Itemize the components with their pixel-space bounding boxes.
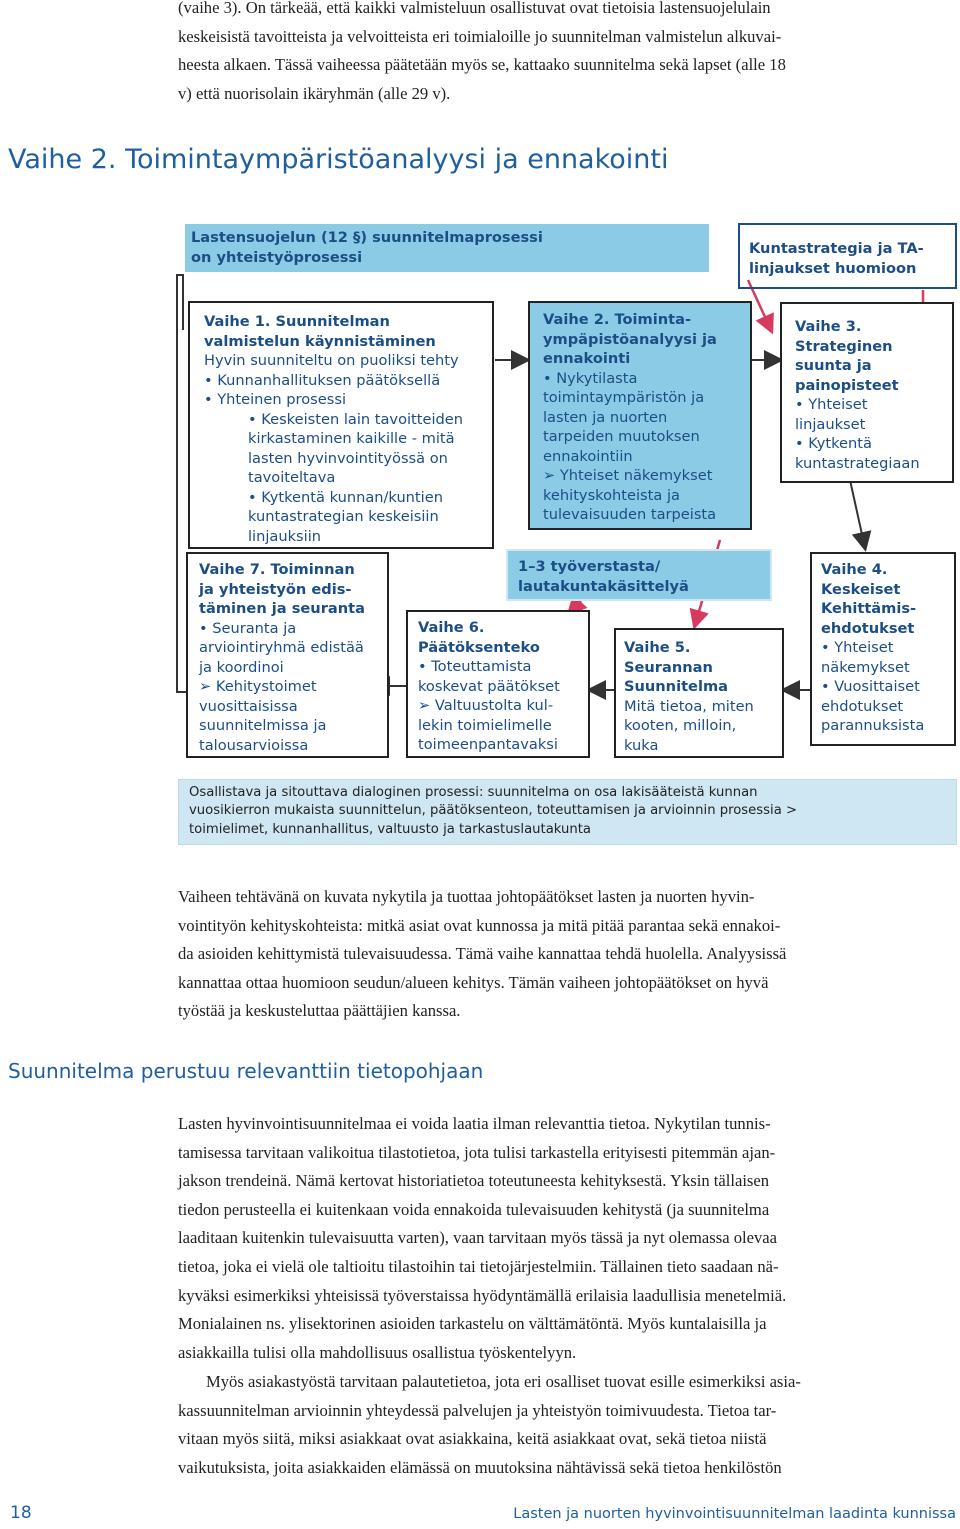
text-line: ➢ Kehitystoimet: [199, 678, 317, 695]
phase2-title: [543, 310, 741, 369]
paragraph-3: [178, 1368, 956, 1482]
title-line: Kehittämis-: [821, 600, 917, 617]
text-line: arviointiryhmä edistää: [199, 639, 364, 656]
text-line: linjaukset: [795, 415, 866, 433]
phase3-lines: [795, 395, 943, 473]
title-line: Vaihe 5.: [624, 639, 691, 656]
title-line: Suunnitelma: [624, 678, 729, 695]
text-line: Myös asiakastyöstä tarvitaan palautetietoa, jota eri osalliset tuovat esille esimerkiksi asia-: [206, 1372, 801, 1391]
text-line: ennakointiin: [543, 447, 633, 465]
text-line: • Yhteinen prosessi: [204, 391, 346, 408]
text-line: Lasten hyvinvointisuunnitelmaa ei voida laatia ilman relevanttia tietoa. Nykytilan tunnis-: [178, 1114, 771, 1133]
text-line: toimielimet, kunnanhallitus, valtuusto ja tarkastuslautakunta: [189, 821, 591, 837]
text-line: parannuksista: [821, 717, 925, 734]
title-line: Keskeiset: [821, 580, 901, 598]
title-line: ehdotukset: [821, 619, 915, 637]
paragraph-2: [178, 1110, 956, 1367]
text-line: • Kytkentä kunnan/kuntien: [248, 488, 443, 506]
text-line: ehdotukset: [821, 697, 904, 715]
phase1-sub-lines: [204, 410, 483, 547]
text-line: kyväksi esimerkiksi yhteisissä työverstaissa hyödyntämällä erilaisia laadullisia menetelmiä.: [178, 1285, 787, 1305]
strategy-banner: [738, 223, 957, 289]
text-line: talousarvioissa: [199, 736, 309, 754]
text-line: • Toteuttamista: [418, 658, 532, 675]
text-line: linjaukset huomioon: [749, 259, 917, 277]
title-line: ja yhteistyön edis-: [199, 580, 352, 598]
title-line: painopisteet: [795, 376, 899, 394]
text-line: suunnitelmissa ja: [199, 717, 327, 734]
phase5-title: [624, 638, 773, 697]
phase7-lines: [199, 619, 378, 756]
phase1-title: [204, 312, 483, 351]
text-line: tiedon perusteella ei kuitenkaan voida ennakoida tulevaisuuden kehitystä (ja suunnitelma: [178, 1199, 770, 1219]
text-line: asiakkailla tulisi olla mahdollisuus osallistua työskentelyyn.: [178, 1342, 577, 1362]
phase6-lines: [418, 657, 579, 755]
title-line: Vaihe 3.: [795, 318, 862, 335]
title-line: suunta ja: [795, 357, 872, 374]
text-line: heesta alkaen. Tässä vaiheessa päätetään myös se, kattaako suunnitelma sekä lapset (alle 18: [178, 55, 786, 75]
subheading: Suunnitelma perustuu relevanttiin tietopohjaan: [8, 1059, 484, 1083]
phase6-title: [418, 618, 579, 657]
text-line: kirkastaminen kaikille - mitä: [248, 430, 455, 447]
text-line: kehityskohteista ja: [543, 486, 680, 504]
workshop-banner: [506, 549, 772, 601]
text-line: ➢ Yhteiset näkemykset: [543, 467, 713, 484]
text-line: Osallistava ja sitouttava dialoginen prosessi: suunnitelma on osa lakisääteistä kunnan: [189, 785, 758, 800]
title-line: Vaihe 1. Suunnitelman: [204, 313, 390, 330]
phase1-lines: [204, 351, 483, 410]
phase7-title: [199, 560, 378, 619]
text-line: kuntastrategiaan: [795, 454, 920, 472]
title-line: täminen ja seuranta: [199, 600, 365, 617]
text-line: Monialainen ns. ylisektorinen asioiden tarkastelu on välttämätöntä. Myös kuntalaisilla ja: [178, 1314, 767, 1334]
phase2-lines: [543, 369, 741, 525]
title-line: ympäpistöanalyysi ja: [543, 330, 717, 348]
text-line: (vaihe 3). On tärkeää, että kaikki valmisteluun osallistuvat ovat tietoisia lastensuojelulain: [178, 0, 771, 17]
text-line: • Keskeisten lain tavoitteiden: [248, 410, 464, 428]
text-line: tarpeiden muutoksen: [543, 428, 700, 445]
footer-title: Lasten ja nuorten hyvinvointisuunnitelman laadinta kunnissa: [513, 1506, 956, 1522]
text-line: lasten hyvinvointityössä on: [248, 449, 448, 467]
paragraph-1: [178, 883, 956, 1026]
text-line: vaikutuksista, joita asiakkaiden elämässä on muutoksina nähtävissä sekä tietoa henkilöstön: [178, 1457, 782, 1477]
phase4-lines: [821, 638, 948, 736]
bottom-banner: [178, 779, 957, 845]
text-line: ja koordinoi: [199, 658, 284, 676]
text-line: ➢ Valtuustolta kul-: [418, 697, 554, 714]
text-line: Hyvin suunniteltu on puoliksi tehty: [204, 352, 459, 369]
text-line: vuosittaisissa: [199, 697, 298, 715]
text-line: työstää ja keskusteluttaa päättäjien kanssa.: [178, 1001, 461, 1021]
phase6-box: [406, 610, 590, 758]
text-line: • Kytkentä: [795, 435, 872, 452]
page-number: 18: [10, 1503, 32, 1523]
text-line: koskevat päätökset: [418, 677, 560, 695]
text-line: tavoiteltava: [248, 469, 336, 486]
text-line: Vaiheen tehtävänä on kuvata nykytila ja tuottaa johtopäätökset lasten ja nuorten hyvin-: [178, 887, 755, 906]
phase1-box: [188, 301, 494, 549]
text-line: lasten ja nuorten: [543, 408, 668, 426]
text-line: toimeenpantavaksi: [418, 736, 558, 753]
title-line: Vaihe 6.: [418, 619, 485, 636]
text-line: vuosikierron mukaista suunnittelun, päätöksenteon, toteuttamisen ja arvioinnin prosessia >: [189, 803, 798, 819]
text-line: da asioiden kehittymistä tulevaisuudessa. Tämä vaihe kannattaa tehdä huolella. Analyysissä: [178, 944, 787, 964]
top-banner: [185, 224, 709, 272]
text-line: v) että nuorisolain ikäryhmän (alle 29 v).: [178, 83, 451, 103]
text-line: tamisessa tarvitaan valikoitua tilastotietoa, jota tulisi tarkastella erityisesti pitemmän ajan-: [178, 1142, 776, 1162]
loop-connector: [177, 275, 186, 692]
text-line: on yhteistyöprosessi: [191, 248, 363, 266]
phase3-box: [780, 302, 954, 483]
phase7-box: [186, 552, 389, 758]
section-heading: Vaihe 2. Toimintaympäristöanalyysi ja ennakointi: [8, 144, 669, 175]
phase3-title: [795, 317, 943, 395]
phase2-box: [528, 301, 752, 530]
text-line: kuka: [624, 736, 659, 754]
text-line: kooten, milloin,: [624, 717, 737, 734]
text-line: kannattaa ottaa huomioon seudun/alueen kehitys. Tämän vaiheen johtopäätökset on hyvä: [178, 972, 769, 992]
text-line: • Kunnanhallituksen päätöksellä: [204, 371, 441, 389]
title-line: Vaihe 7. Toiminnan: [199, 561, 355, 578]
text-line: toimintaympäristön ja: [543, 389, 705, 406]
phase4-title: [821, 560, 948, 638]
text-line: Kuntastrategia ja TA-: [749, 240, 924, 257]
text-line: Lastensuojelun (12 §) suunnitelmaprosessi: [191, 229, 543, 246]
title-line: Strateginen: [795, 337, 893, 355]
text-line: • Vuosittaiset: [821, 678, 920, 695]
text-line: kuntastrategian keskeisiin: [248, 508, 439, 525]
text-line: laaditaan kuitenkin tulevaisuutta varten), vaan tarvitaan myös tässä ja nyt olemassa olevaa: [178, 1228, 778, 1248]
text-line: • Seuranta ja: [199, 619, 297, 637]
title-line: Seurannan: [624, 658, 713, 676]
text-line: linjauksiin: [248, 527, 322, 545]
title-line: Vaihe 2. Toiminta-: [543, 311, 692, 328]
text-line: vointityön kehityskohteista: mitkä asiat ovat kunnossa ja mitä pitää parantaa sekä ennakoi-: [178, 915, 781, 935]
phase5-lines: [624, 697, 773, 756]
text-line: vitaan myös siitä, miksi asiakkaat ovat asiakkaina, keitä asiakkaat ovat, sekä tietoa niistä: [178, 1429, 767, 1449]
text-line: • Nykytilasta: [543, 369, 638, 387]
text-line: keskeisistä tavoitteista ja velvoitteista eri toimialoille jo suunnitelman valmistelun alkuvai-: [178, 26, 782, 46]
text-line: • Yhteiset: [795, 396, 868, 413]
title-line: Vaihe 4.: [821, 561, 888, 578]
text-line: tulevaisuuden tarpeista: [543, 506, 717, 523]
text-line: kassuunnitelman arvioinnin yhteydessä palvelujen ja yhteistyön toimivuudesta. Tietoa tar-: [178, 1400, 777, 1420]
text-line: Mitä tietoa, miten: [624, 697, 754, 715]
text-line: näkemykset: [821, 658, 910, 676]
text-line: jakson trendeinä. Nämä kertovat historiatietoa toteutuneesta kehityksestä. Yksin tällaisen: [178, 1171, 770, 1191]
title-line: ennakointi: [543, 350, 631, 367]
title-line: valmistelun käynnistäminen: [204, 332, 436, 350]
text-line: • Yhteiset: [821, 639, 894, 656]
text-line: 1–3 työverstasta/: [518, 558, 661, 575]
phase4-box: [810, 552, 956, 746]
text-line: lekin toimielimelle: [418, 716, 552, 734]
title-line: Päätöksenteko: [418, 638, 540, 656]
phase5-box: [614, 628, 784, 758]
text-line: tietoa, joka ei vielä ole taltioitu tilastoihin tai tietojärjestelmiin. Tällainen tieto saadaan nä-: [178, 1256, 779, 1276]
arrow-phase3-to-phase4: [850, 480, 865, 548]
text-line: lautakuntakäsittelyä: [518, 577, 689, 595]
